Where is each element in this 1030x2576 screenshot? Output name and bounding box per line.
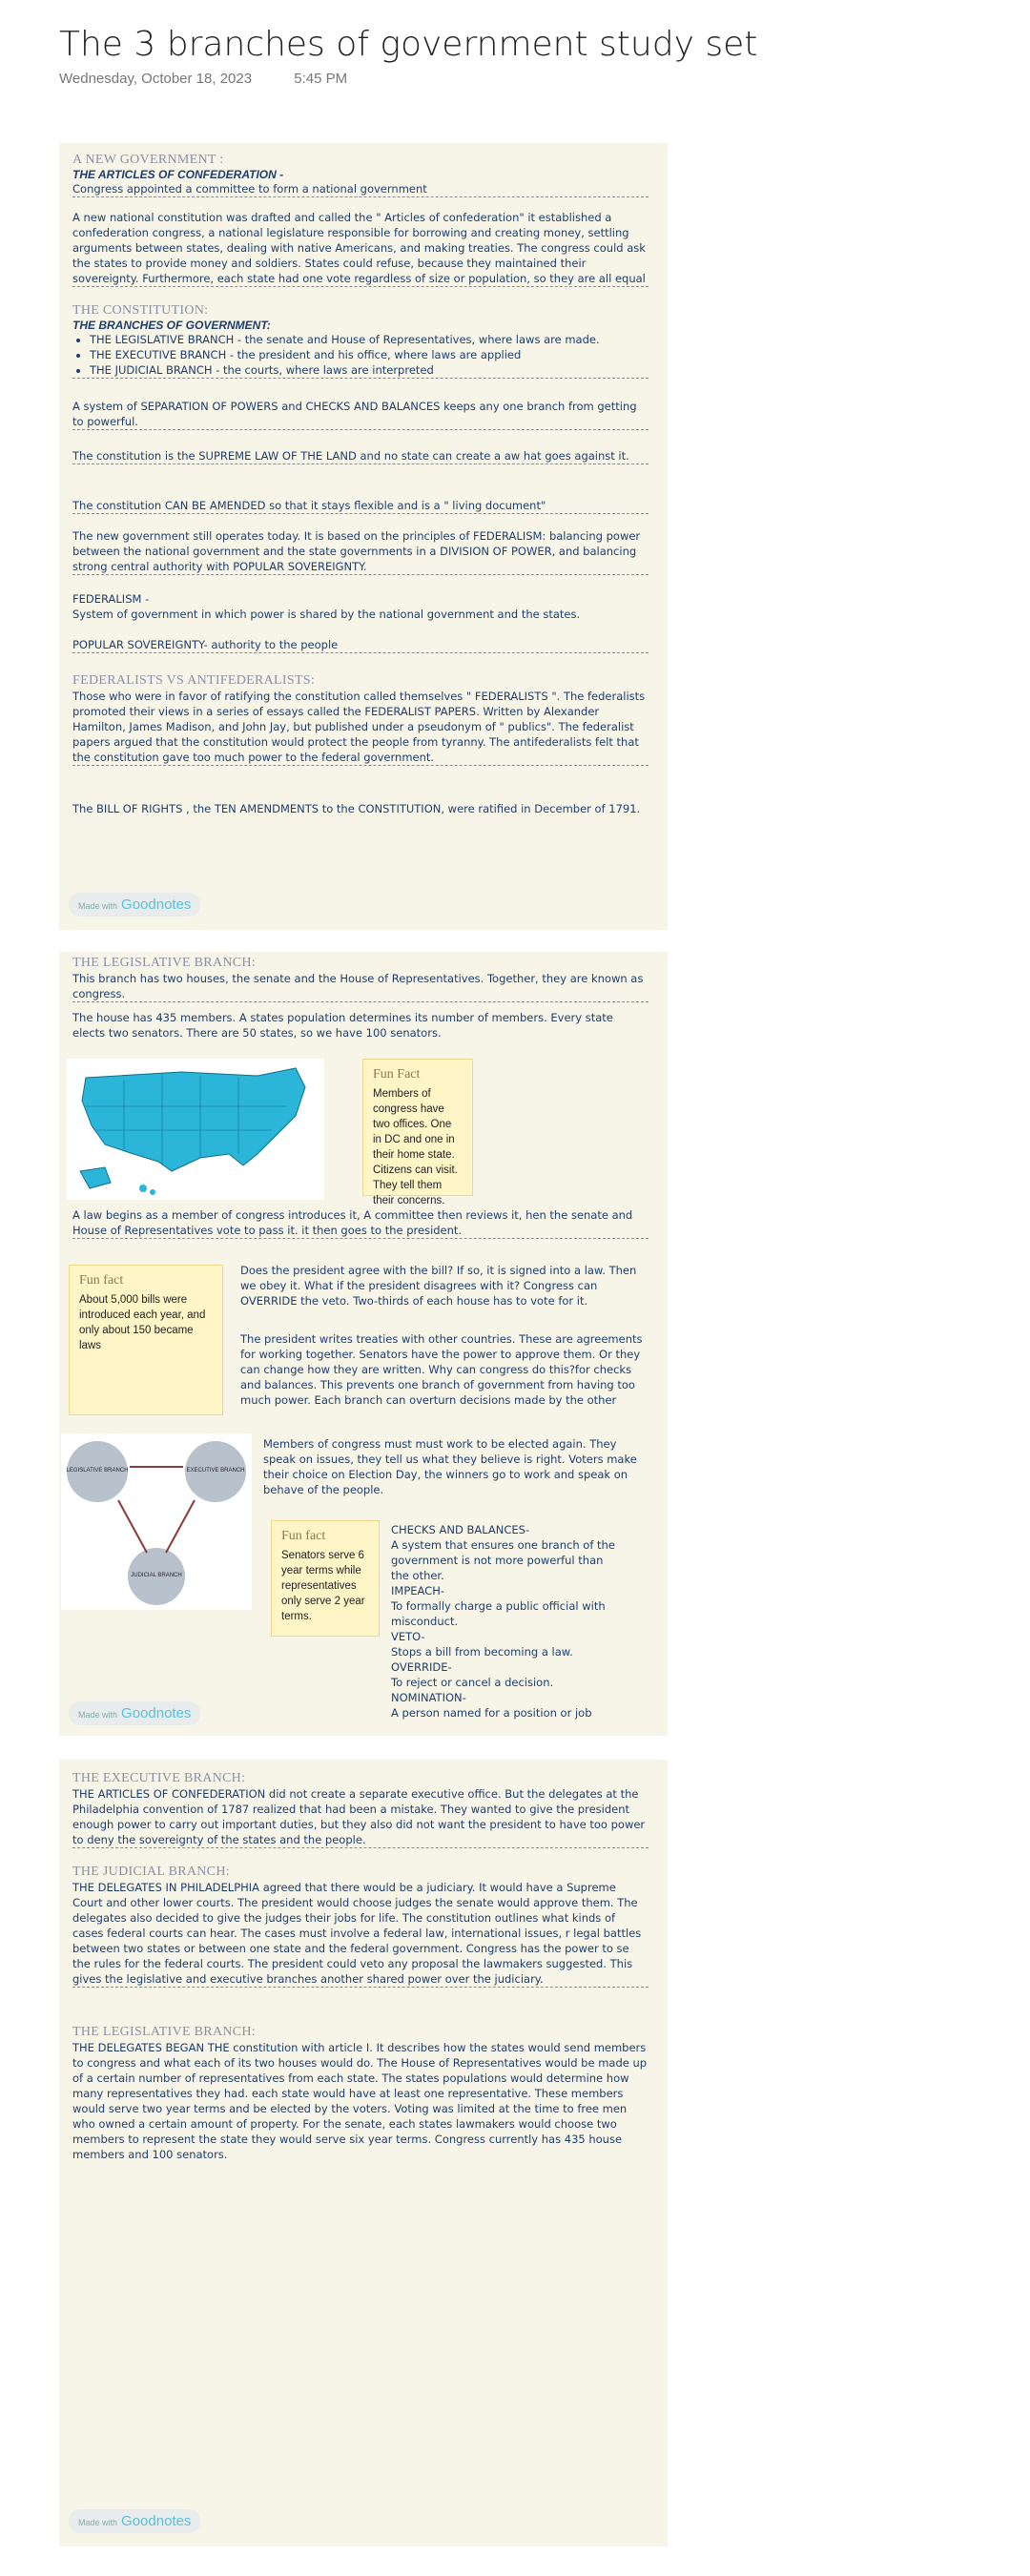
subheading-branches: THE BRANCHES OF GOVERNMENT: <box>72 319 271 332</box>
badge-prefix: Made with <box>78 901 118 911</box>
goodnotes-badge <box>69 1701 200 1725</box>
fun-fact-heading: Fun fact <box>79 1273 124 1288</box>
text-judicial: THE DELEGATES IN PHILADELPHIA agreed that there would be a judiciary. It would have a Supreme Court and other lower courts. The president would choose judges the senate would approve them. The delegates also decided to give the judges their jobs for life. The constitution outlines what kinds of cases federal courts can hear. The cases must involve a federal law, international issues, r legal battles between two states or between one state and the federal government. Congress has the power to se the rules for the federal courts. The president could veto any proposal the lawmakers suggested. This gives the legislative and executive branches another shared power over the judiciary. <box>72 1880 649 1988</box>
federalism-label: FEDERALISM - <box>72 592 150 606</box>
text-law-process: A law begins as a member of congress introduces it, A committee then reviews it, hen the senate and House of Representatives vote to pass it. it then goes to the president. <box>72 1207 649 1239</box>
branches-diagram <box>61 1433 252 1610</box>
us-map-icon <box>67 1059 324 1200</box>
goodnotes-badge <box>69 2509 200 2533</box>
text-members: The house has 435 members. A states population determines its number of members. Every state elects two senators. There are 50 states, so we have 100 senators. <box>72 1011 613 1040</box>
fun-fact-terms <box>271 1520 380 1637</box>
definition-text: To reject or cancel a decision. <box>391 1676 554 1689</box>
fun-fact-heading: Fun fact <box>281 1529 326 1543</box>
fun-fact-text: About 5,000 bills were introduced each year, and only about 150 became laws <box>79 1294 206 1351</box>
text-houses: This branch has two houses, the senate and the House of Representatives. Together, they are known as congress. <box>72 971 649 1002</box>
heading-new-government: A NEW GOVERNMENT : <box>72 153 224 167</box>
badge-brand: Goodnotes <box>121 1705 192 1721</box>
badge-brand: Goodnotes <box>121 896 192 913</box>
diagram-exec-label: EXECUTIVE BRANCH <box>186 1468 245 1473</box>
list-item: • THE EXECUTIVE BRANCH - the president and his office, where laws are applied <box>90 347 649 362</box>
notebook-page-3 <box>59 1760 668 2546</box>
text-elected: Members of congress must must work to be elected again. They speak on issues, they tell us what they believe is right. Voters make their choice on Election Day, the winners go to work and speak on behave of the people. <box>263 1437 637 1496</box>
branches-list <box>72 332 649 379</box>
badge-prefix: Made with <box>78 2518 118 2527</box>
list-item: • THE LEGISLATIVE BRANCH - the senate and House of Representatives, where laws are made. <box>90 332 649 347</box>
definition-term: CHECKS AND BALANCES- <box>391 1523 530 1536</box>
heading-judicial: THE JUDICIAL BRANCH: <box>72 1865 230 1879</box>
notebook-page-1 <box>59 143 668 930</box>
text-amended: The constitution CAN BE AMENDED so that it stays flexible and is a " living document" <box>72 498 649 514</box>
text-president-bill: Does the president agree with the bill? If so, it is signed into a law. Then we obey it. What if the president disagrees with it? Congress can OVERRIDE the veto. Two-thirds of each house has to vote for it. <box>240 1264 637 1308</box>
fun-fact-text: Members of congress have two offices. One in DC and one in their home state. Citizens can visit. They tell them their concerns. <box>373 1088 458 1206</box>
heading-constitution: THE CONSTITUTION: <box>72 303 209 318</box>
page-title: The 3 branches of government study set <box>59 25 758 64</box>
text-articles: A new national constitution was drafted and called the " Articles of confederation" it established a confederation congress, a national legislature responsible for borrowing and creating money, settling arguments between states, dealing with native Americans, and making treaties. The congress could ask the states to provide money and soldiers. States could refuse, because they maintained their sovereignty. Furthermore, each state had one vote regardless of size or population, so they are all equal <box>72 210 649 287</box>
badge-prefix: Made with <box>78 1710 118 1720</box>
popular-sovereignty: POPULAR SOVEREIGNTY- authority to the people <box>72 637 649 653</box>
note-date: Wednesday, October 18, 2023 <box>59 71 253 87</box>
subheading-articles: THE ARTICLES OF CONFEDERATION - <box>72 168 284 181</box>
federalism-definition: System of government in which power is shared by the national government and the states. <box>72 608 581 621</box>
fun-fact-bills <box>69 1265 223 1415</box>
diagram-leg-label: LEGISLATIVE BRANCH <box>66 1468 129 1473</box>
fun-fact-offices <box>362 1059 473 1206</box>
text-committee: Congress appointed a committee to form a national government <box>72 181 649 197</box>
goodnotes-badge <box>69 893 200 917</box>
definition-term: VETO- <box>391 1630 425 1643</box>
us-map-image <box>67 1059 324 1200</box>
note-time: 5:45 PM <box>294 71 348 87</box>
fun-fact-text: Senators serve 6 year terms while representatives only serve 2 year terms. <box>281 1550 365 1622</box>
definition-term: IMPEACH- <box>391 1584 445 1597</box>
definition-text: A system that ensures one branch of the government is not more powerful than the other. <box>391 1538 615 1582</box>
badge-brand: Goodnotes <box>121 2513 192 2529</box>
definition-text: A person named for a position or job <box>391 1706 592 1720</box>
fun-fact-heading: Fun Fact <box>373 1067 421 1082</box>
notebook-page-2 <box>59 952 668 1736</box>
text-bill-of-rights: The BILL OF RIGHTS , the TEN AMENDMENTS to the CONSTITUTION, were ratified in December of 1791. <box>72 802 641 815</box>
definition-term: NOMINATION- <box>391 1691 466 1704</box>
definition-term: OVERRIDE- <box>391 1660 452 1674</box>
definition-text: To formally charge a public official with misconduct. <box>391 1599 606 1628</box>
text-legislative-2: THE DELEGATES BEGAN THE constitution with article I. It describes how the states would send members to congress and what each of its two houses would do. The House of Representatives would be made up of a certain number of representatives from each state. The states populations would determine how many representatives they had. each state would have at least one representative. These members would serve two year terms and be elected by the voters. Voting was limited at the time to free men who owned a certain amount of property. For the senate, each states lawmakers would choose two members to represent the state they would serve six year terms. Congress currently has 435 house members and 100 senators. <box>72 2041 648 2161</box>
text-treaties: The president writes treaties with other countries. These are agreements for working together. Senators have the power to approve them. Or they can change how they are written. Why can congress do this?for checks and balances. This prevents one branch of government from having too much power. Each branch can overturn decisions made by the other <box>240 1332 643 1407</box>
text-executive: THE ARTICLES OF CONFEDERATION did not create a separate executive office. But the delegates at the Philadelphia convention of 1787 realized that had been a mistake. They wanted to give the president enough power to carry out important duties, but they also did not want the president to have too power to deny the sovereignty of the states and the people. <box>72 1786 649 1848</box>
text-federalism: The new government still operates today. It is based on the principles of FEDERALISM: balancing power between the national government and the state governments in a DIVISION OF POWER, and balancing strong central authority with POPULAR SOVEREIGNTY. <box>72 528 649 575</box>
branches-diagram-icon <box>61 1433 252 1610</box>
diagram-jud-label: JUDICIAL BRANCH <box>131 1573 182 1578</box>
heading-legislative-2: THE LEGISLATIVE BRANCH: <box>72 2025 256 2039</box>
definitions-list <box>391 1522 620 1721</box>
text-supreme-law: The constitution is the SUPREME LAW OF THE LAND and no state can create a aw hat goes against it. <box>72 448 649 464</box>
heading-legislative: THE LEGISLATIVE BRANCH: <box>72 956 256 970</box>
definition-text: Stops a bill from becoming a law. <box>391 1645 573 1659</box>
note-meta <box>59 71 385 87</box>
list-item: • THE JUDICIAL BRANCH - the courts, where laws are interpreted <box>90 362 649 378</box>
text-federalists: Those who were in favor of ratifying the constitution called themselves " FEDERALISTS ". The federalists promoted their views in a series of essays called the FEDERALIST PAPERS. Written by Alexander Hamilton, James Madison, and John Jay, but published under a pseudonym of " publics". The federalist papers argued that the constitution would protect the people from tyranny. The antifederalists felt that the constitution gave too much power to the federal government. <box>72 689 649 766</box>
heading-federalists: FEDERALISTS VS ANTIFEDERALISTS: <box>72 673 316 688</box>
heading-executive: THE EXECUTIVE BRANCH: <box>72 1771 246 1785</box>
text-separation: A system of SEPARATION OF POWERS and CHECKS AND BALANCES keeps any one branch from getting to powerful. <box>72 399 649 430</box>
